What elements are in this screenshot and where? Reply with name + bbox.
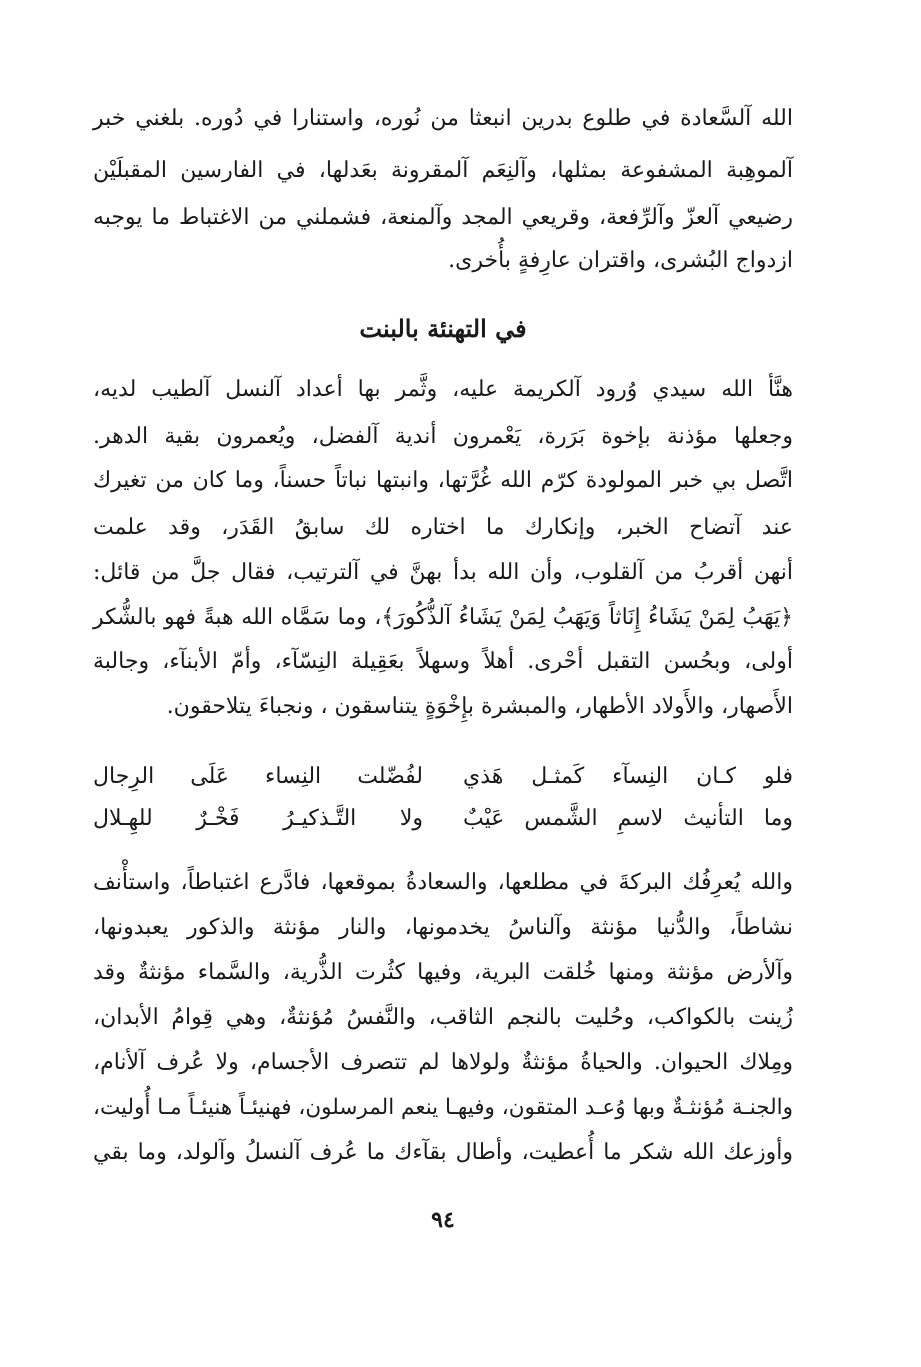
text-line: الله آلسَّعادة في طلوع بدرين انبعثا من نُوره، واستنارا في دُوره. بلغني خبر	[93, 106, 793, 131]
text-line: هنَّأ الله سيدي وُرود آلكريمة عليه، وثَّمر بها أعداد آلنسل آلطيب لديه،	[93, 377, 793, 402]
poem-second-hemistich: ولا التَّـذكيـرُ فَخْـرٌ للهِـلال	[93, 806, 423, 831]
text-line: رضيعي آلعزّ وآلرِّفعة، وقريعي المجد وآلمنعة، فشملني من الاغتباط ما يوجبه	[93, 205, 793, 230]
text-line: وآلأرض مؤنثة ومنها خُلقت البرية، وفيها كثُرت الذُّرية، والسَّماء مؤنثةٌ وقد	[93, 960, 793, 985]
page-number: ٩٤	[431, 1207, 455, 1233]
poem-first-hemistich: وما التأنيث لاسمِ الشَّمس عَيْبٌ	[463, 806, 793, 831]
text-line: وجعلها مؤذنة بإخوة بَرَرة، يَعْمرون أندية آلفضل، ويُعمرون بقية الدهر.	[93, 424, 793, 449]
poem-first-hemistich: فلو كـان النِسآء كَمثـل هَذي	[463, 764, 793, 789]
text-line: والله يُعرِفُك البركةَ في مطلعها، والسعادةُ بموقعها، فادَّرع اغتباطاً، واستأْنف	[93, 870, 793, 895]
text-line: زُينت بالكواكب، وحُليت بالنجم الثاقب، والنَّفسُ مُؤنثةٌ، وهي قِوامُ الأبدان،	[93, 1005, 793, 1030]
poem-second-hemistich: لفُضّلت النِساء عَلَى الرِجال	[93, 764, 423, 789]
text-line: أولى، وبحُسن التقبل أحْرى. أهلاً وسهلاً بعَقِيلة النِسّآء، وأمّ الأبنآء، وجالبة	[93, 649, 793, 674]
text-line: آلموهِبة المشفوعة بمثلها، وآلنِعَم آلمقرونة بعَدلها، في الفارسين المقبلَيْن	[93, 158, 793, 183]
text-line: أنهن أقربُ من آلقلوب، وأن الله بدأ بهنَّ في آلترتيب، فقال جلَّ من قائل:	[93, 560, 793, 585]
text-line: وأوزعك الله شكر ما أُعطيت، وأطال بقآءك ما عُرف آلنسلُ وآلولد، وما بقي	[93, 1140, 793, 1165]
quran-verse-line: ﴿يَهَبُ لِمَنْ يَشَاءُ إِنَاثاً وَيَهَبُ لِمَنْ يَشَاءُ آلذُّكُورَ﴾، وما سَمَّاه الله هبةً فهو بالشُّكر	[93, 605, 793, 630]
text-line: ومِلاك الحيوان. والحياةُ مؤنثةٌ ولولاها لم تتصرف الأجسام، ولا عُرف آلأنام،	[93, 1050, 793, 1075]
text-line: نشاطاً، والدُّنيا مؤنثة وآلناسُ يخدمونها، والنار مؤنثة والذكور يعبدونها،	[93, 915, 793, 940]
text-line: ازدواج البُشرى، واقتران عارِفةٍ بأُخرى.	[448, 248, 793, 273]
text-line: والجنـة مُؤنثـةٌ وبها وُعـد المتقون، وفيهـا ينعم المرسلون، فهنيئـاً هنيئـاً مـا أُوليت،	[93, 1095, 793, 1120]
text-line: عند آتضاح الخبر، وإنكارك ما اختاره لك سابقُ القَدَر، وقد علمت	[93, 515, 793, 540]
section-heading: في التهنئة بالبنت	[359, 314, 527, 343]
text-line: اتَّصل بي خبر المولودة كرّم الله غُرَّتها، وانبتها نباتاً حسناً، وما كان من تغيرك	[93, 468, 793, 493]
poem-verse	[93, 799, 793, 839]
book-page	[93, 0, 793, 1367]
text-line: الأَصهار، والأَولاد الأطهار، والمبشرة بإِخْوَةٍ يتناسقون ، ونجباءَ يتلاحقون.	[166, 694, 793, 719]
poem-verse	[93, 757, 793, 797]
